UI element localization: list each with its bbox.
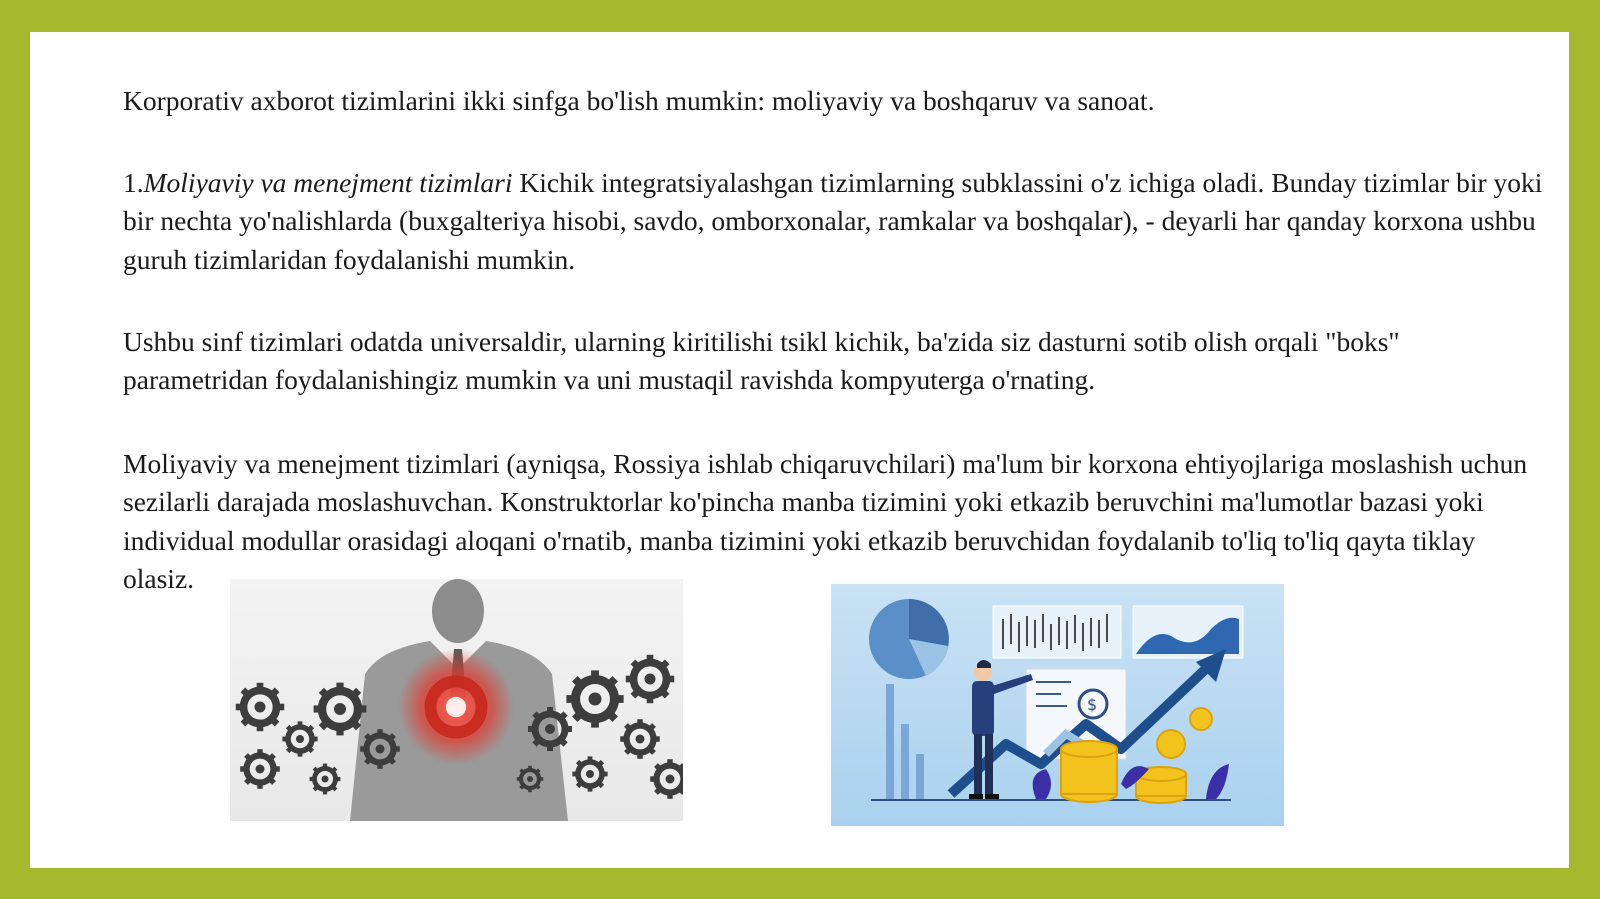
slide-canvas bbox=[30, 32, 1569, 868]
gears-businessman-image bbox=[230, 579, 683, 821]
business-growth-image bbox=[831, 584, 1284, 826]
paragraph-universal-systems: Ushbu sinf tizimlari odatda universaldir, ularning kiritilishi tsikl kichik, ba'zida siz dasturni sotib olish orqali "boks" parametridan foydalanishingiz mumkin va uni mustaqil ravishda kompyuterga o'rnating. bbox=[123, 326, 1400, 396]
svg-text:$: $ bbox=[1087, 695, 1098, 714]
paragraph-flexibility: Moliyaviy va menejment tizimlari (ayniqsa, Rossiya ishlab chiqaruvchilari) ma'lum bir korxona ehtiyojlariga moslashish uchun sezilarli darajada moslashuvchan. Konstruktorlar ko'pincha manba tizimini yoki etkazib beruvchini ma'lumotlar bazasi yoki individual modullar orasidagi aloqani o'rnatib, manba tizimini yoki etkazib beruvchidan foydalanib to'liq to'liq qayta tiklay olasiz. bbox=[123, 448, 1528, 594]
paragraph-italic-term: Moliyaviy va menejment tizimlari bbox=[143, 167, 513, 198]
paragraph-number: 1. bbox=[123, 167, 144, 198]
gears-illustration bbox=[230, 579, 683, 821]
growth-illustration bbox=[831, 584, 1284, 826]
paragraph-intro: Korporativ axborot tizimlarini ikki sinfga bo'lish mumkin: moliyaviy va boshqaruv va sanoat. bbox=[123, 85, 1155, 116]
paragraph-financial-systems bbox=[123, 164, 1543, 279]
paragraph-body: Kichik integratsiyalashgan tizimlarning subklassini o'z ichiga oladi. Bunday tizimlar bir yoki bir nechta yo'nalishlarda (buxgalteriya hisobi, savdo, omborxonalar, ramkalar va boshqalar), - deyarli har qanday korxona ushbu guruh tizimlaridan foydalanishi mumkin. bbox=[123, 167, 1543, 275]
